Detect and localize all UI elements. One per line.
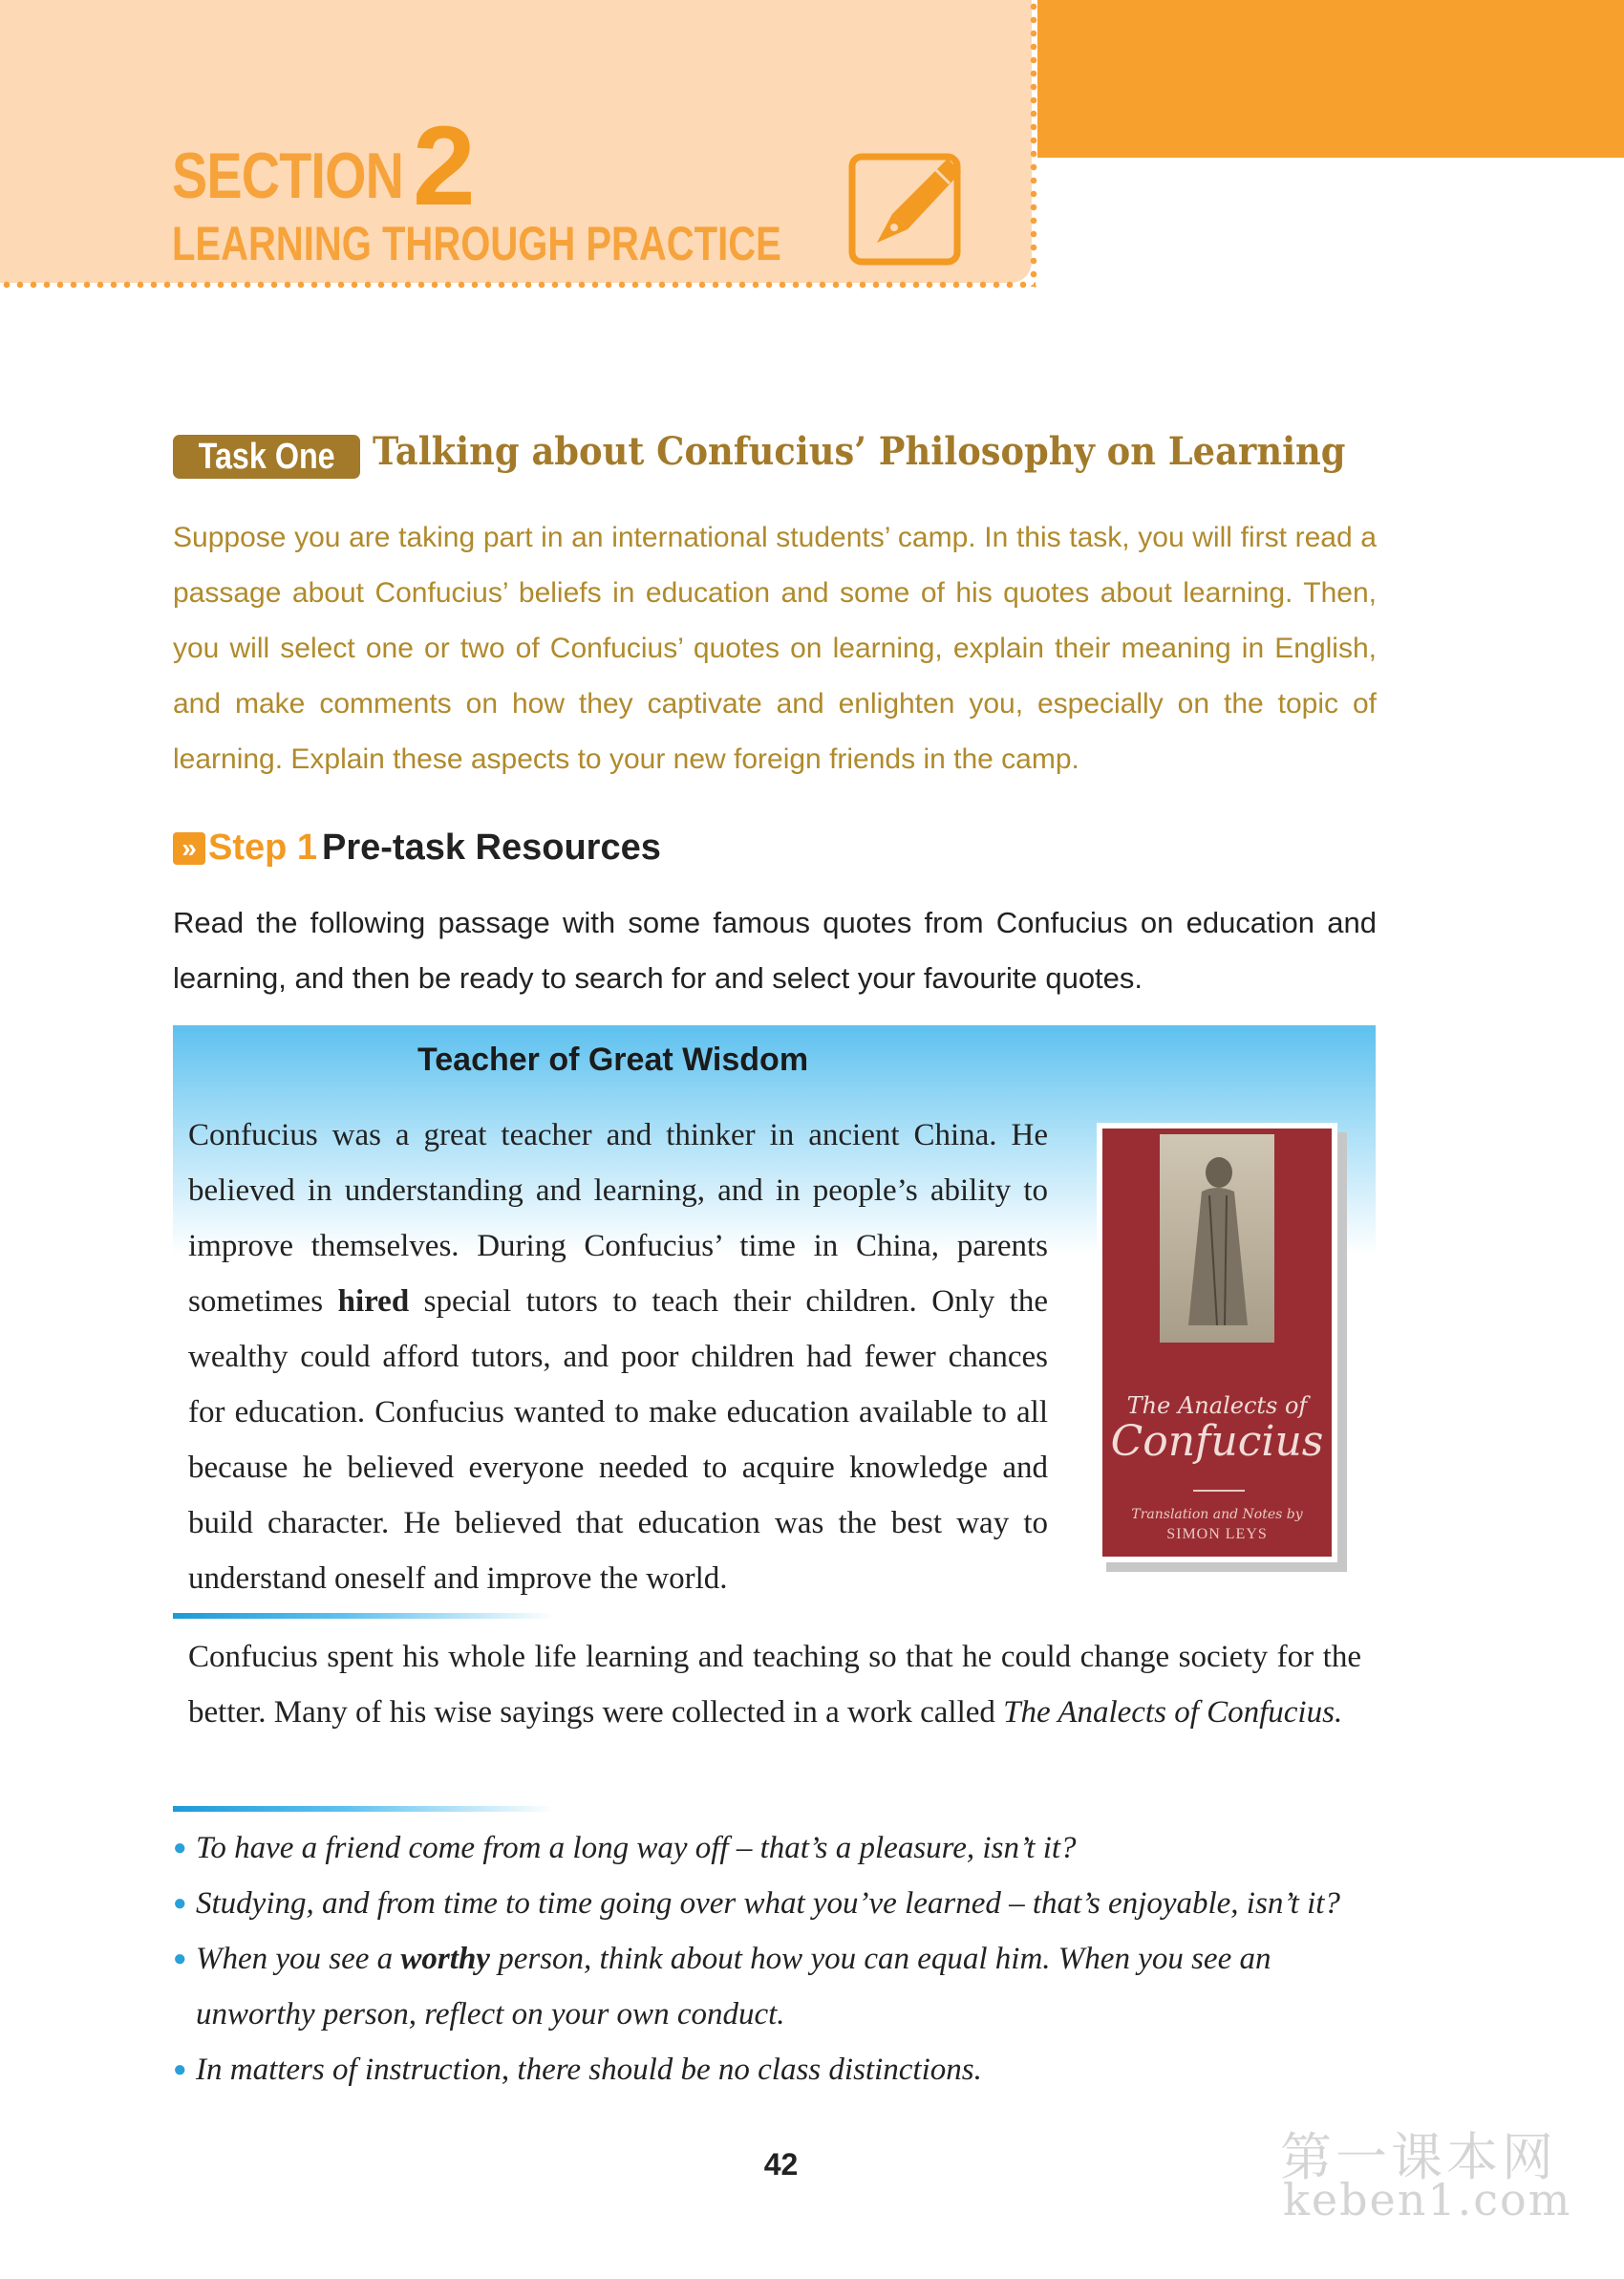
watermark-chinese: 第一课本网 [1280, 2127, 1557, 2187]
book-cover-red [1102, 1129, 1332, 1557]
quote-list [173, 1820, 1377, 2097]
task-title: Talking about Confucius’ Philosophy on Learning [373, 429, 1346, 474]
quote-item [173, 2042, 1377, 2097]
blue-divider [173, 1613, 555, 1619]
paragraph-text: special tutors to teach their children. Only the wealthy could afford tutors, and poor children had fewer chances for education. Confucius wanted to make education available to all because he believed everyone needed to acquire knowledge and build character. He believed that education was the best way to understand oneself and improve the world. [188, 1284, 1048, 1596]
bold-word: worthy [400, 1942, 490, 1976]
blue-divider [173, 1806, 555, 1812]
quote-text: person, think about how you can equal him. When you see an unworthy person, reflect on your own conduct. [196, 1942, 1271, 2032]
book-title-large: Confucius [1110, 1417, 1324, 1466]
quote-item [173, 1931, 1377, 2042]
quote-text: When you see a [196, 1942, 401, 1976]
confucius-portrait-image [1160, 1134, 1274, 1343]
double-chevron-icon: » [173, 832, 205, 865]
reading-paragraph-1 [188, 1107, 1048, 1606]
quote-item [173, 1876, 1377, 1931]
portrait-figure-icon [1160, 1134, 1274, 1343]
paragraph-text: Confucius spent his whole life learning and teaching so that he could change society for the better. Many of his wise sayings were collected in a work called [188, 1640, 1361, 1730]
quote-item [173, 1820, 1377, 1876]
paragraph-text: Confucius was a great teacher and thinker in ancient China. He believed in understanding and learning, and in people’s ability to improve themselves. During Confucius’ time in China, parents sometimes [188, 1118, 1048, 1319]
watermark-url: keben1.com [1283, 2174, 1572, 2225]
reading-paragraph-2 [188, 1629, 1361, 1740]
book-cover-image [1097, 1123, 1337, 1562]
book-divider [1193, 1490, 1245, 1492]
quote-text: In matters of instruction, there should be no class distinctions. [196, 2053, 982, 2087]
bullet-icon: ● [173, 1946, 187, 1971]
book-author: SIMON LEYS [1166, 1526, 1268, 1542]
dotted-border-right [1030, 0, 1037, 287]
task-intro: Suppose you are taking part in an international students’ camp. In this task, you will first read a passage about Confucius’ beliefs in education and some of his quotes about learning. Then, you will select one or two of Confucius’ quotes on learning, explain their meaning in English, and make comments on how they captivate and enlighten you, especially on the topic of learning. Explain these aspects to your new foreign friends in the camp. [173, 522, 1377, 775]
section-number: 2 [413, 103, 476, 229]
header-orange-block [1037, 0, 1624, 158]
bullet-icon: ● [173, 1891, 187, 1916]
section-subtitle: LEARNING THROUGH PRACTICE [172, 217, 781, 270]
quote-text: To have a friend come from a long way off – that’s a pleasure, isn’t it? [196, 1831, 1077, 1865]
book-title-small: The Analects of [1126, 1392, 1308, 1419]
dotted-border-bottom [0, 281, 1036, 289]
step-title: Pre-task Resources [322, 828, 661, 868]
task-badge [173, 435, 360, 479]
book-translation-note: Translation and Notes by [1131, 1507, 1303, 1522]
reading-title: Teacher of Great Wisdom [417, 1042, 809, 1078]
bullet-icon: ● [173, 1836, 187, 1860]
pen-nib-icon [848, 151, 963, 268]
bold-word: hired [337, 1284, 410, 1319]
step-instruction: Read the following passage with some famous quotes from Confucius on education and learning, and then be ready to search for and select your favourite quotes. [173, 906, 1377, 995]
step-label: Step 1 [208, 828, 318, 868]
bullet-icon: ● [173, 2057, 187, 2082]
quote-text: Studying, and from time to time going over what you’ve learned – that’s enjoyable, isn’t it? [196, 1886, 1340, 1921]
task-badge-label: Task One [198, 436, 335, 477]
page-number: 42 [763, 2147, 799, 2182]
book-title-italic: The Analects of Confucius. [1003, 1695, 1343, 1730]
section-label: SECTION [172, 140, 404, 212]
